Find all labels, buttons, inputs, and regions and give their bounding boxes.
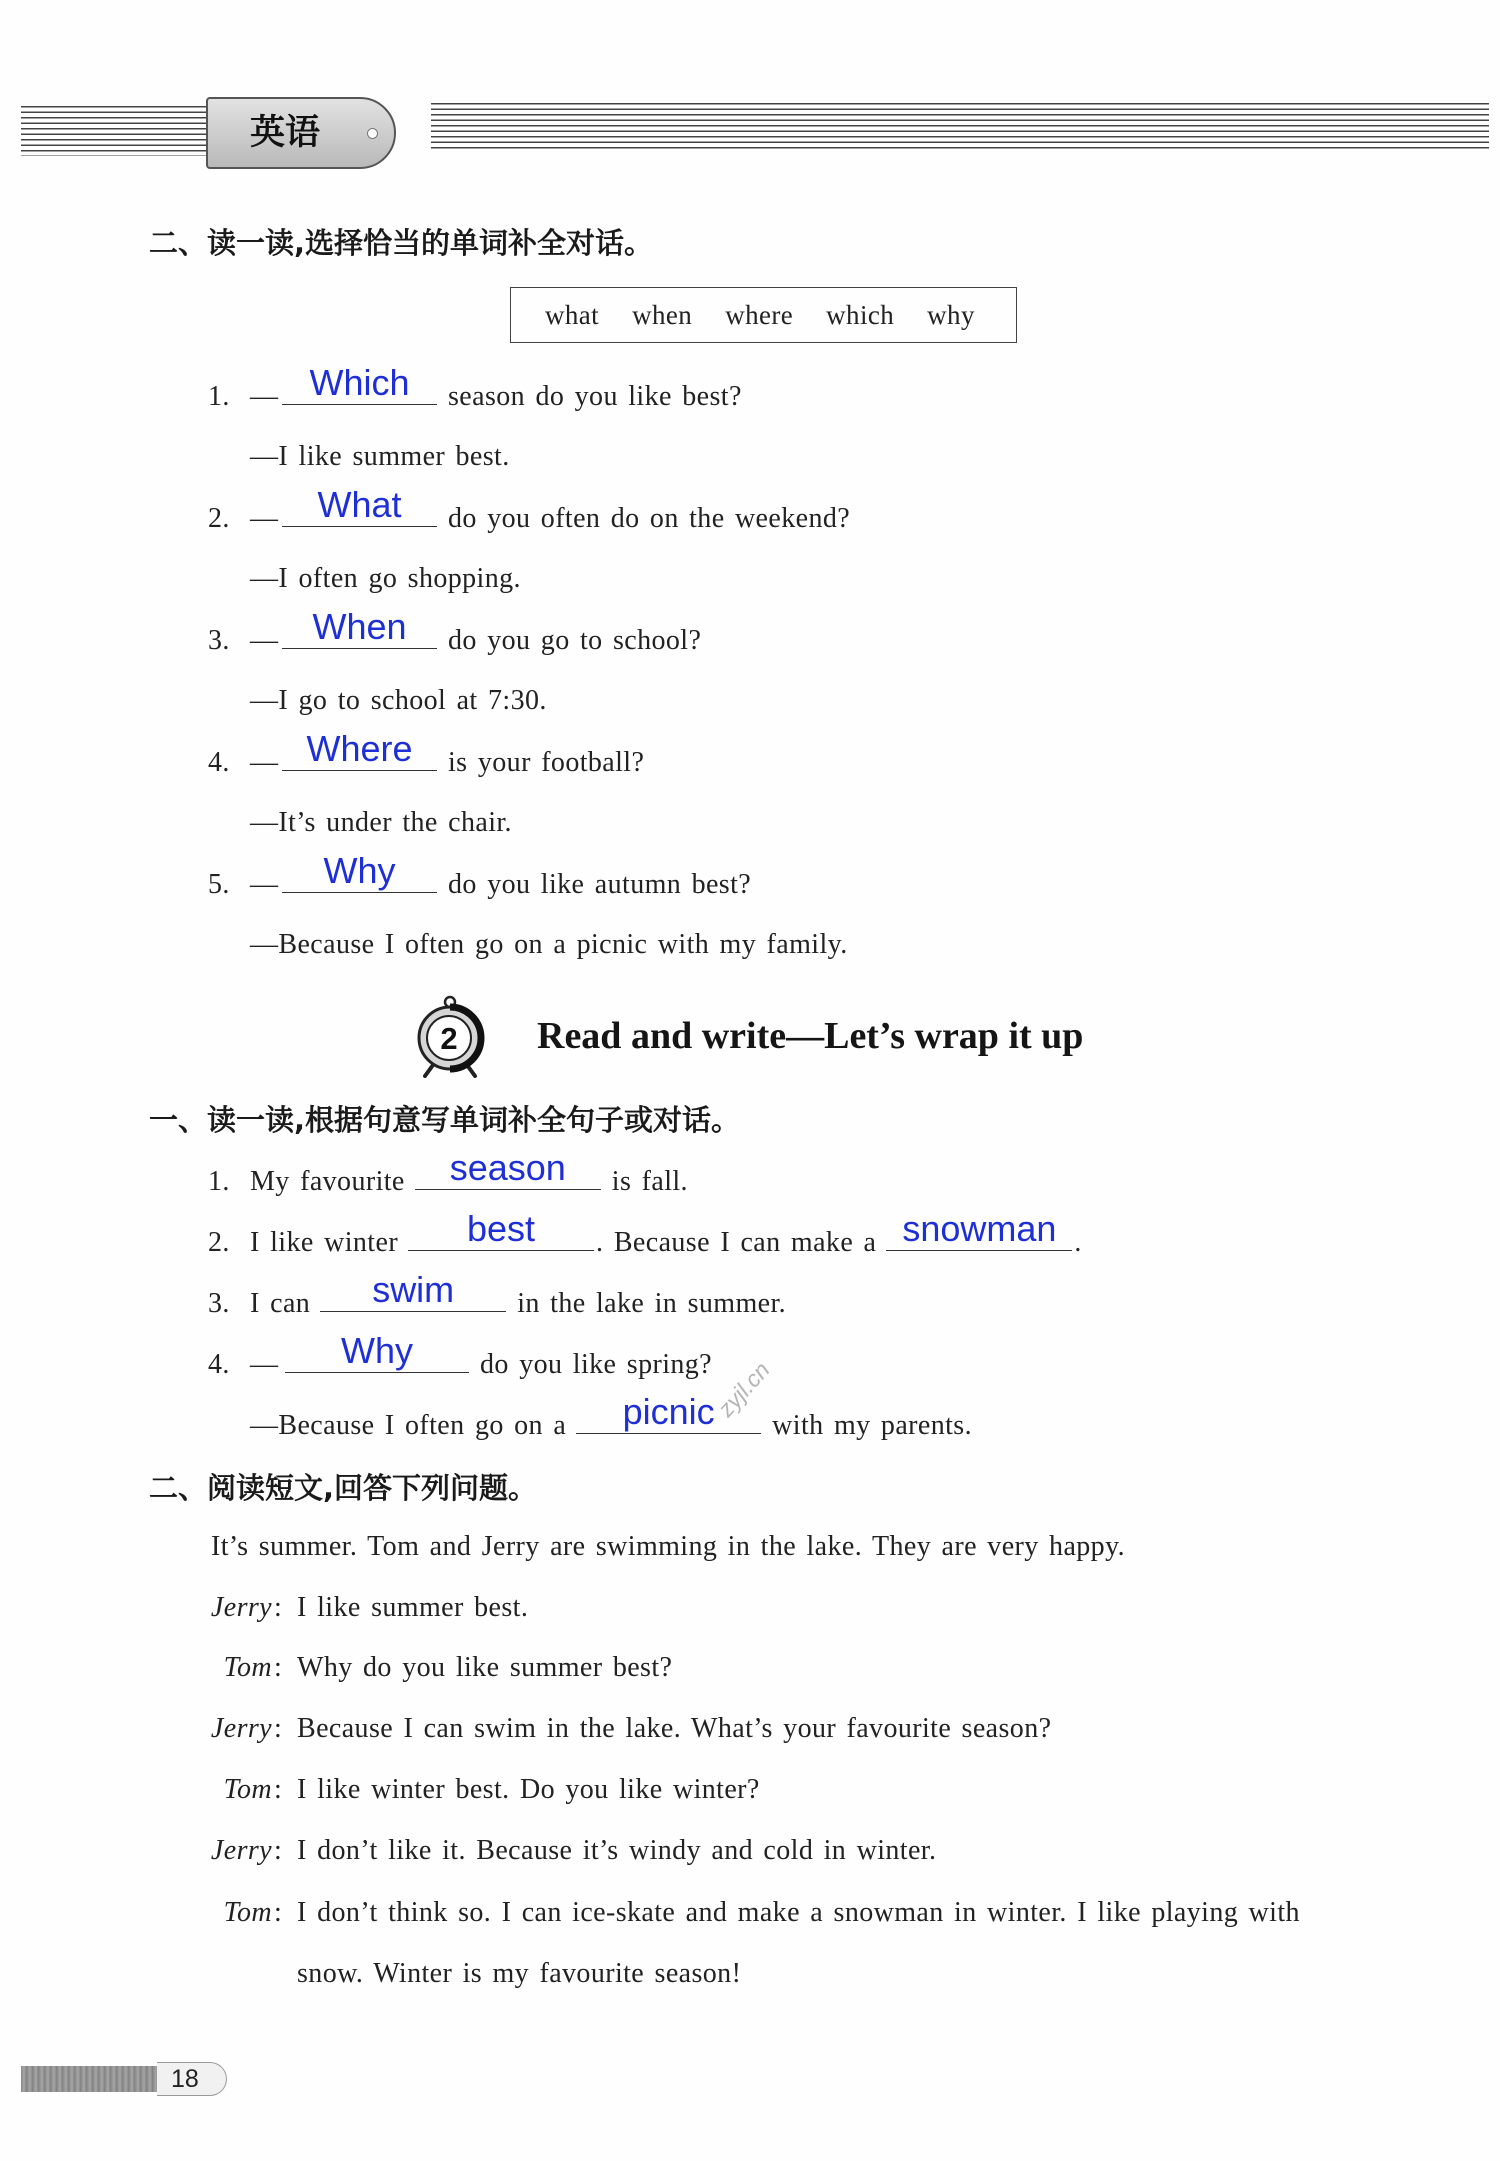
question-line: [208, 850, 752, 906]
dialogue-dash: —: [250, 381, 279, 412]
subject-label: 英语: [250, 113, 321, 153]
answer-blank: [886, 1208, 1072, 1251]
speaker-colon: :: [274, 1897, 283, 1928]
dialogue-text: Why do you like summer best?: [297, 1652, 673, 1683]
handwritten-answer: season: [449, 1147, 566, 1188]
answer-blank: [282, 484, 437, 527]
speaker-name: Jerry: [210, 1592, 272, 1623]
handwritten-answer: best: [467, 1208, 536, 1249]
answer-blank: [320, 1269, 506, 1312]
dialogue-text: I like summer best.: [297, 1592, 529, 1623]
reply-line: —It’s under the chair.: [250, 807, 512, 838]
dialogue-text: I like winter best. Do you like winter?: [297, 1774, 760, 1805]
watermark: zyjl.cn: [712, 1356, 775, 1422]
item-number: 2.: [208, 1227, 230, 1258]
sentence-text: with my parents.: [772, 1410, 972, 1441]
fill-line: [208, 1208, 1082, 1264]
sentence-text: do you like spring?: [480, 1349, 713, 1380]
question-text: do you like autumn best?: [448, 869, 752, 900]
speaker-colon: :: [274, 1592, 283, 1623]
question-line: [208, 362, 742, 418]
question-line: [208, 484, 851, 540]
handwritten-answer: When: [312, 606, 407, 647]
handwritten-answer: snowman: [902, 1208, 1057, 1249]
question-line: [208, 606, 702, 662]
dialogue-line: [0, 1829, 1500, 1873]
dialogue-line: [0, 1586, 1500, 1630]
item-number: 3.: [208, 625, 230, 656]
dialogue-line: [0, 1891, 1500, 1935]
item-number: 2.: [208, 503, 230, 534]
dialogue-dash: —: [250, 747, 279, 778]
speaker-name: Tom: [223, 1652, 272, 1683]
lesson-title: Read and write—Let’s wrap it up: [537, 1015, 1084, 1057]
word-bank-item: what: [545, 299, 600, 330]
dialogue-text: Because I can swim in the lake. What’s your favourite season?: [297, 1713, 1052, 1744]
footer-bar: [21, 2066, 159, 2092]
section-heading-write: 一、读一读,根据句意写单词补全句子或对话。: [149, 1103, 741, 1137]
handwritten-answer: Which: [309, 362, 410, 403]
handwritten-answer: Why: [323, 850, 396, 891]
lesson-number: 2: [440, 1021, 458, 1056]
word-bank-item: where: [725, 299, 794, 330]
sentence-text: —Because I often go on a: [250, 1410, 567, 1441]
sentence-text: I can: [250, 1288, 311, 1319]
item-number: 1.: [208, 381, 230, 412]
dialogue-line: [0, 1768, 1500, 1812]
word-bank-item: why: [927, 299, 975, 330]
dialogue-text: I don’t like it. Because it’s windy and cold in winter.: [297, 1835, 937, 1866]
sentence-text: .: [1074, 1227, 1082, 1258]
header-rule-left: [21, 106, 209, 156]
handwritten-answer: picnic: [622, 1391, 715, 1432]
item-number: 5.: [208, 869, 230, 900]
section-heading-choose: 二、读一读,选择恰当的单词补全对话。: [149, 226, 654, 260]
sentence-text: . Because I can make a: [596, 1227, 877, 1258]
fill-line: [208, 1269, 787, 1325]
reading-intro: It’s summer. Tom and Jerry are swimming in the lake. They are very happy.: [211, 1531, 1126, 1562]
handwritten-answer: What: [317, 484, 402, 525]
speaker-colon: :: [274, 1835, 283, 1866]
item-number: 4.: [208, 1349, 230, 1380]
question-line: [208, 728, 645, 784]
sentence-text: My favourite: [250, 1166, 405, 1197]
word-bank-item: when: [632, 299, 693, 330]
dialogue-dash: —: [250, 625, 279, 656]
speaker-name: Tom: [223, 1774, 272, 1805]
dialogue-line: [0, 1646, 1500, 1690]
fill-line: [208, 1330, 713, 1386]
answer-blank: [408, 1208, 594, 1251]
item-number: 4.: [208, 747, 230, 778]
speaker-colon: :: [274, 1774, 283, 1805]
question-text: do you go to school?: [448, 625, 702, 656]
question-text: is your football?: [448, 747, 645, 778]
question-text: do you often do on the weekend?: [448, 503, 851, 534]
speaker-name: Jerry: [210, 1713, 272, 1744]
sentence-text: I like winter: [250, 1227, 399, 1258]
subject-tab: [206, 97, 396, 169]
reply-line: —Because I often go on a picnic with my family.: [250, 929, 848, 960]
tab-dot-icon: [367, 128, 378, 139]
answer-blank: [285, 1330, 469, 1373]
dialogue-line: [0, 1707, 1500, 1751]
answer-blank: [282, 850, 437, 893]
alarm-clock-icon: [413, 994, 487, 1078]
handwritten-answer: Why: [341, 1330, 413, 1371]
answer-blank: [282, 362, 437, 405]
speaker-colon: :: [274, 1652, 283, 1683]
item-number: 3.: [208, 1288, 230, 1319]
word-bank: [510, 287, 1017, 343]
answer-blank: [415, 1147, 601, 1190]
dialogue-text: I don’t think so. I can ice-skate and make a snowman in winter. I like playing with: [297, 1897, 1300, 1928]
fill-line: [208, 1147, 688, 1203]
dialogue-continuation: snow. Winter is my favourite season!: [297, 1958, 742, 1989]
page-number-tab: [157, 2062, 227, 2096]
sentence-text: in the lake in summer.: [517, 1288, 787, 1319]
reply-line: —I often go shopping.: [250, 563, 521, 594]
header-rule-right: [431, 103, 1489, 151]
item-number: 1.: [208, 1166, 230, 1197]
dialogue-dash: —: [250, 869, 279, 900]
page-number: 18: [171, 2065, 199, 2093]
question-text: season do you like best?: [448, 381, 742, 412]
fill-reply-line: [250, 1391, 972, 1447]
dialogue-dash: —: [250, 1349, 279, 1380]
dialogue-dash: —: [250, 503, 279, 534]
answer-blank: [282, 606, 437, 649]
speaker-name: Tom: [223, 1897, 272, 1928]
section-heading-reading: 二、阅读短文,回答下列问题。: [149, 1471, 538, 1505]
speaker-name: Jerry: [210, 1835, 272, 1866]
speaker-colon: :: [274, 1713, 283, 1744]
handwritten-answer: swim: [372, 1269, 455, 1310]
word-bank-item: which: [826, 299, 895, 330]
sentence-text: is fall.: [611, 1166, 688, 1197]
reply-line: —I go to school at 7:30.: [250, 685, 547, 716]
answer-blank: [282, 728, 437, 771]
reply-line: —I like summer best.: [250, 441, 510, 472]
handwritten-answer: Where: [306, 728, 413, 769]
